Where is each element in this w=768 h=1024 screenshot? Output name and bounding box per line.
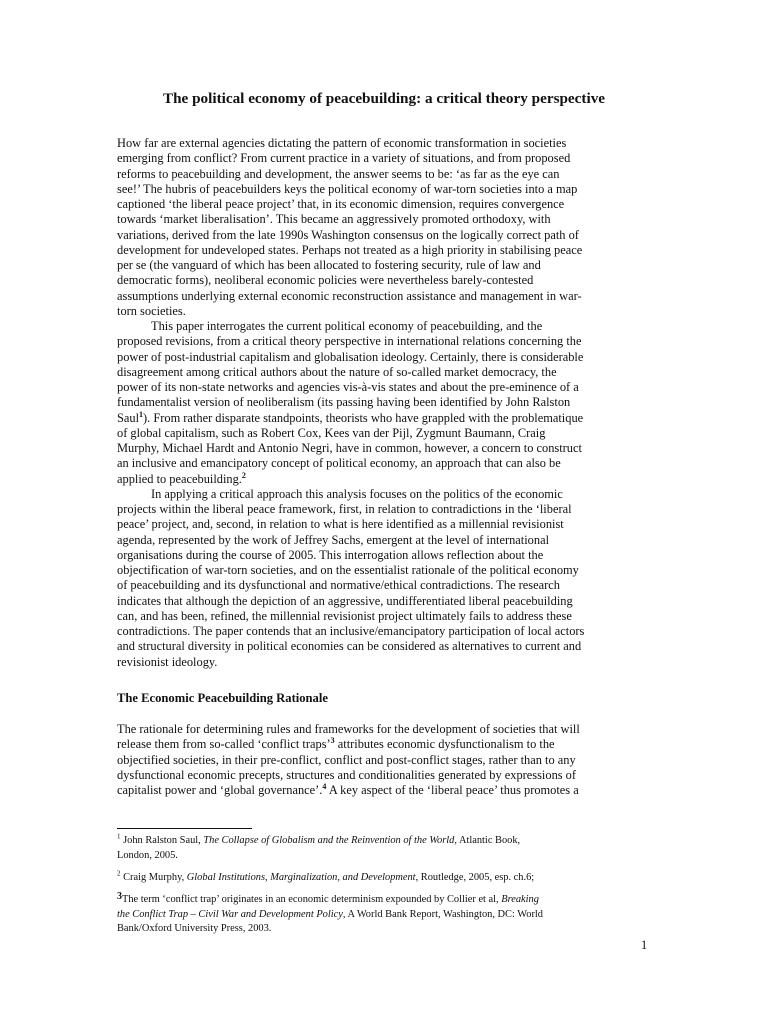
footnote-number: 2 <box>117 869 121 878</box>
footnote-2 <box>117 871 657 886</box>
text-line: variations, derived from the late 1990s Washington consensus on the logically correct path of <box>117 227 579 242</box>
footnote-number: 1 <box>117 832 121 841</box>
text-line: contradictions. The paper contends that an inclusive/emancipatory participation of local actors <box>117 624 585 638</box>
text-span: capitalist power and ‘global governance’. <box>117 783 323 797</box>
text-line: agenda, represented by the work of Jeffrey Sachs, emergent at the level of international <box>117 532 550 547</box>
text-line: peace’ project, and, second, in relation to what is here identified as a millennial revisionist <box>117 517 564 532</box>
text-line <box>117 411 653 426</box>
text-line: fundamentalist version of neoliberalism (its passing having been identified by John Ralston <box>117 395 571 410</box>
text-line: objectification of war-torn societies, and on the essentialist rationale of the political economy <box>117 563 579 577</box>
text-line: proposed revisions, from a critical theory perspective in international relations concerning the <box>117 334 582 349</box>
text-line: see!’ The hubris of peacebuilders keys the political economy of war-torn societies into a map <box>117 181 578 196</box>
text-line: disagreement among critical authors about the nature of so-called market democracy, the <box>117 364 557 379</box>
text-line: democratic forms), neoliberal economic policies were nevertheless barely-contested <box>117 273 534 288</box>
text-line: assumptions underlying external economic reconstruction assistance and management in war- <box>117 288 582 303</box>
text-line: of peacebuilding and its dysfunctional and normative/ethical contradictions. The research <box>117 578 560 593</box>
text-line: dysfunctional economic precepts, structures and conditionalities generated by expressions of <box>117 767 577 782</box>
text-line: and structural diversity in political economies can be considered as alternatives to current and <box>117 639 582 654</box>
footnote-line <box>117 871 657 886</box>
footnote-separator <box>117 828 252 829</box>
text-line: an inclusive and emancipatory concept of political economy, an approach that can also be <box>117 456 561 471</box>
text-line: objectified societies, in their pre-conflict, conflict and post-conflict stages, rather than to any <box>117 752 576 767</box>
text-span: ). From rather disparate standpoints, theorists who have grappled with the problematique <box>143 410 584 425</box>
text-line: revisionist ideology. <box>117 654 218 669</box>
paragraph-1 <box>117 136 653 670</box>
text-line: The rationale for determining rules and frameworks for the development of societies that will <box>117 722 580 736</box>
text-span: release them from so-called ‘conflict traps’ <box>117 737 331 752</box>
text-line: per se (the vanguard of which has been allocated to fostering security, rule of law and <box>117 258 541 272</box>
footnote-ref[interactable]: 1 <box>139 409 144 419</box>
footnote-line <box>117 893 657 908</box>
text-line: captioned ‘the liberal peace project’ that, in its economic dimension, requires convergence <box>117 197 565 211</box>
text-line: Murphy, Michael Hardt and Antonio Negri, have in common, however, a concern to construct <box>117 441 582 455</box>
text-line: development for undeveloped states. Perhaps not treated as a high priority in stabilising peace <box>117 242 583 257</box>
text-span: Craig Murphy, <box>120 872 187 883</box>
text-line: organisations during the course of 2005. This interrogation allows reflection about the <box>117 547 544 562</box>
footnote-ref[interactable]: 3 <box>330 736 335 746</box>
footnote-ref[interactable]: 4 <box>322 781 327 791</box>
text-line: This paper interrogates the current political economy of peacebuilding, and the <box>151 319 543 333</box>
text-line <box>117 783 653 798</box>
cited-title: Breaking <box>501 894 539 905</box>
cited-title: Global Institutions, Marginalization, and Development <box>186 872 416 883</box>
text-span: , A World Bank Report, Washington, DC: World <box>342 908 543 920</box>
text-line: of global capitalism, such as Robert Cox, Kees van der Pijl, Zygmunt Baumann, Craig <box>117 425 546 440</box>
text-line: can, and has been, refined, the millennial revisionist project ultimately fails to address these <box>117 608 572 623</box>
text-line <box>117 472 653 487</box>
text-span: John Ralston Saul, <box>120 835 204 846</box>
text-span: Saul <box>117 410 140 425</box>
text-line <box>117 737 653 752</box>
text-line: power of post-industrial capitalism and globalisation ideology. Certainly, there is considerable <box>117 349 584 364</box>
text-line: reforms to peacebuilding and development, the answer seems to be: ‘as far as the eye can <box>117 166 560 181</box>
text-line: torn societies. <box>117 303 186 318</box>
footnote-line <box>117 834 657 849</box>
page-number: 1 <box>641 938 648 952</box>
text-line: How far are external agencies dictating the pattern of economic transformation in societies <box>117 136 567 150</box>
footnote-3 <box>117 893 657 937</box>
text-span: The term ‘conflict trap’ originates in an economic determinism expounded by Collier et al, <box>122 894 502 905</box>
text-span: applied to peacebuilding. <box>117 471 242 486</box>
paper-title: The political economy of peacebuilding: a critical theory perspective <box>162 90 606 107</box>
cited-title: the Conflict Trap – Civil War and Development Policy <box>117 908 343 920</box>
paragraph-4 <box>117 722 653 798</box>
text-line: projects within the liberal peace framework, first, in relation to contradictions in the ‘liberal <box>117 502 572 516</box>
footnote-number: 3 <box>117 891 122 902</box>
footnote-line: Bank/Oxford University Press, 2003. <box>117 923 272 934</box>
section-heading: The Economic Peacebuilding Rationale <box>117 691 328 705</box>
footnote-line: London, 2005. <box>117 849 178 861</box>
text-line: emerging from conflict? From current practice in a variety of situations, and from proposed <box>117 151 571 166</box>
text-line: towards ‘market liberalisation’. This became an aggressively promoted orthodoxy, with <box>117 212 551 227</box>
text-span: A key aspect of the ‘liberal peace’ thus promotes a <box>326 783 579 797</box>
footnote-line <box>117 908 657 923</box>
footnote-ref[interactable]: 2 <box>241 470 246 480</box>
text-span: attributes economic dysfunctionalism to the <box>334 737 555 752</box>
cited-title: The Collapse of Globalism and the Reinvention of the World <box>203 835 455 846</box>
text-span: , Atlantic Book, <box>454 835 521 846</box>
text-line: power of its non-state networks and agencies vis-à-vis states and about the pre-eminence of a <box>117 380 579 394</box>
text-line: indicates that although the depiction of an aggressive, undifferentiated liberal peacebuilding <box>117 593 573 608</box>
text-span: , Routledge, 2005, esp. ch.6; <box>415 872 535 883</box>
footnote-1 <box>117 834 657 863</box>
text-line: In applying a critical approach this analysis focuses on the politics of the economic <box>151 486 563 501</box>
